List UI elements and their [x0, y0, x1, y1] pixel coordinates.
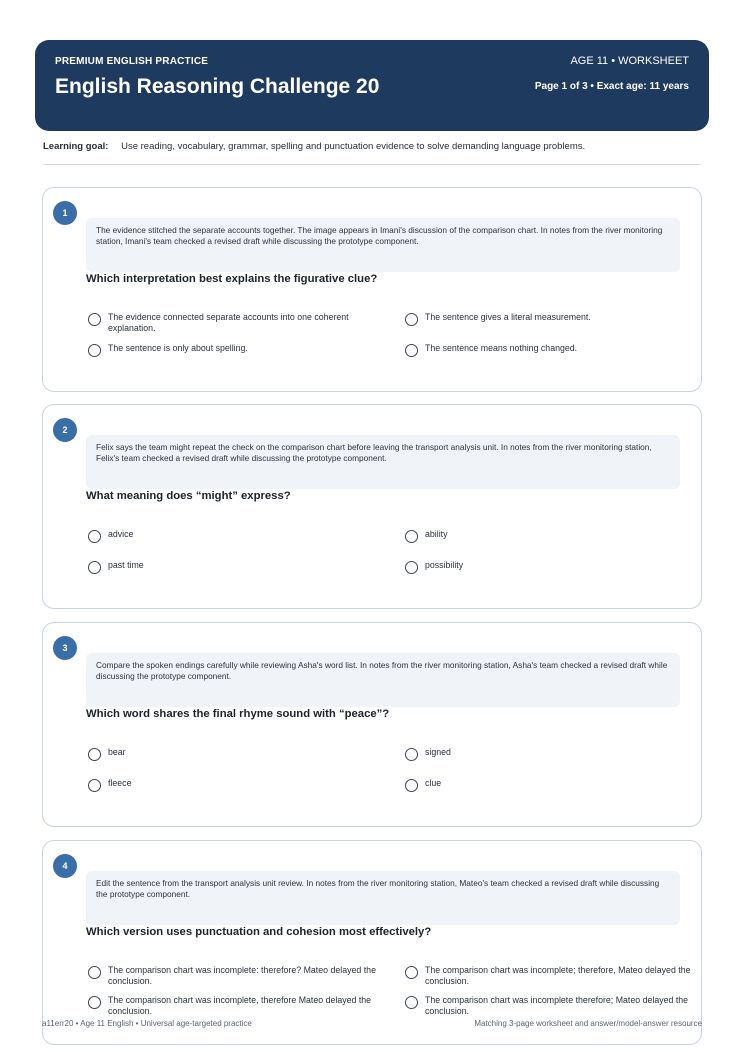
- question-number-badge: 4: [53, 854, 77, 878]
- radio-button[interactable]: [405, 530, 418, 543]
- radio-button[interactable]: [88, 966, 101, 979]
- radio-button[interactable]: [88, 779, 101, 792]
- worksheet-header: [35, 40, 709, 131]
- question-prompt: Which version uses punctuation and cohesion most effectively?: [86, 926, 432, 938]
- radio-button[interactable]: [88, 996, 101, 1009]
- brand-label: PREMIUM ENGLISH PRACTICE: [55, 56, 209, 67]
- answer-option-label: The sentence gives a literal measurement.: [425, 312, 591, 322]
- question-card-3: [42, 622, 702, 827]
- answer-option-label: bear: [108, 747, 126, 757]
- question-number-badge: 2: [53, 418, 77, 442]
- answer-option-label: The sentence is only about spelling.: [108, 343, 248, 353]
- radio-button[interactable]: [88, 530, 101, 543]
- answer-option-label: The comparison chart was incomplete; therefore, Mateo delayed the conclusion.: [425, 965, 691, 986]
- radio-button[interactable]: [88, 748, 101, 761]
- question-number-badge: 3: [53, 636, 77, 660]
- age-worksheet-label: AGE 11 • WORKSHEET: [570, 55, 689, 67]
- radio-button[interactable]: [405, 561, 418, 574]
- footer-note: Matching 3-page worksheet and answer/model-answer resource: [474, 1019, 702, 1028]
- answer-option-label: The sentence means nothing changed.: [425, 343, 578, 353]
- radio-button[interactable]: [405, 779, 418, 792]
- question-passage: Compare the spoken endings carefully while reviewing Asha's word list. In notes from the river monitoring station, Asha's team checked a revised draft while discussing the prototype component.: [86, 653, 680, 707]
- radio-button[interactable]: [405, 344, 418, 357]
- answer-option-label: clue: [425, 778, 442, 788]
- radio-button[interactable]: [88, 313, 101, 326]
- answer-option-label: The comparison chart was incomplete, therefore Mateo delayed the conclusion.: [108, 995, 372, 1016]
- answer-option-label: The comparison chart was incomplete therefore; Mateo delayed the conclusion.: [425, 995, 689, 1016]
- question-card-2: [42, 404, 702, 609]
- answer-option-label: advice: [108, 529, 134, 539]
- page-title: English Reasoning Challenge 20: [55, 75, 380, 98]
- radio-button[interactable]: [405, 966, 418, 979]
- question-number-badge: 1: [53, 201, 77, 225]
- learning-goal-label: Learning goal:: [43, 141, 109, 152]
- answer-option-label: The comparison chart was incomplete: therefore? Mateo delayed the conclusion.: [108, 965, 376, 986]
- radio-button[interactable]: [405, 748, 418, 761]
- answer-option-label: The evidence connected separate accounts into one coherent explanation.: [108, 312, 349, 333]
- radio-button[interactable]: [88, 561, 101, 574]
- radio-button[interactable]: [405, 996, 418, 1009]
- question-passage: Edit the sentence from the transport analysis unit review. In notes from the river monitoring station, Mateo's team checked a revised draft while discussing the prototype component.: [86, 871, 680, 925]
- question-card-1: [42, 187, 702, 392]
- answer-option-label: signed: [425, 747, 451, 757]
- learning-goal: [43, 141, 585, 152]
- answer-option-label: past time: [108, 560, 144, 570]
- footer-code: a11err20 • Age 11 English • Universal age-targeted practice: [42, 1019, 252, 1028]
- radio-button[interactable]: [88, 344, 101, 357]
- question-passage: The evidence stitched the separate accounts together. The image appears in Imani's discussion of the comparison chart. In notes from the river monitoring station, Imani's team checked a revised draft while discussing the prototype component.: [86, 218, 680, 272]
- answer-option-label: ability: [425, 529, 448, 539]
- answer-option-label: possibility: [425, 560, 464, 570]
- learning-goal-text: Use reading, vocabulary, grammar, spelling and punctuation evidence to solve demanding language problems.: [121, 141, 586, 152]
- question-prompt: What meaning does “might” express?: [86, 490, 291, 502]
- radio-button[interactable]: [405, 313, 418, 326]
- question-prompt: Which interpretation best explains the figurative clue?: [86, 273, 378, 285]
- divider: [43, 164, 701, 165]
- question-prompt: Which word shares the final rhyme sound with “peace”?: [86, 708, 390, 720]
- answer-option-label: fleece: [108, 778, 132, 788]
- page-info: Page 1 of 3 • Exact age: 11 years: [534, 81, 689, 92]
- question-passage: Felix says the team might repeat the check on the comparison chart before leaving the transport analysis unit. In notes from the river monitoring station, Felix's team checked a revised draft while discussing the prototype component.: [86, 435, 680, 489]
- question-card-4: [42, 840, 702, 1045]
